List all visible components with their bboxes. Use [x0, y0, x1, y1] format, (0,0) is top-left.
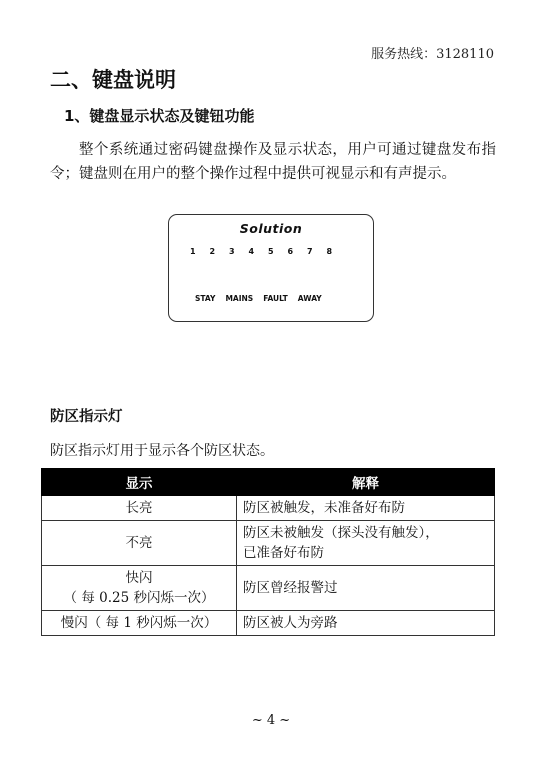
- section-title: 二、键盘说明: [50, 68, 176, 92]
- table-row: [42, 521, 495, 566]
- status-label-row: [195, 294, 322, 303]
- cell-line: 防区曾经报警过: [243, 580, 338, 596]
- table-row: [42, 566, 495, 611]
- table-cell-display: [42, 611, 237, 636]
- cell-line: （ 每 0.25 秒闪烁一次）: [63, 590, 215, 606]
- table-header-display: 显示: [42, 469, 237, 496]
- table-header-row: [42, 469, 495, 496]
- table-header-explanation: 解释: [237, 469, 495, 496]
- cell-line: 防区未被触发（探头没有触发），: [243, 525, 439, 541]
- table-cell-display: [42, 521, 237, 566]
- table-row: [42, 611, 495, 636]
- table-cell-explanation: [237, 566, 495, 611]
- table-cell-explanation: [237, 611, 495, 636]
- status-label-fault: FAULT: [263, 294, 288, 303]
- table-cell-explanation: [237, 521, 495, 566]
- table-cell-display: [42, 496, 237, 521]
- cell-line: 不亮: [125, 535, 153, 551]
- cell-line: 长亮: [125, 500, 153, 516]
- zone-section-title: 防区指示灯: [50, 409, 123, 425]
- cell-line: 快闪: [125, 570, 153, 586]
- intro-paragraph: 整个系统通过密码键盘操作及显示状态，用户可通过键盘发布指令；键盘则在用户的整个操作过程中提供可视显示和有声提示。: [50, 142, 496, 182]
- zone-indicator: 4: [248, 247, 255, 256]
- zone-indicator: 2: [209, 247, 216, 256]
- cell-line: 慢闪（ 每 1 秒闪烁一次）: [60, 615, 218, 631]
- zone-indicator: 3: [229, 247, 235, 256]
- cell-line: 已准备好布防: [243, 545, 324, 561]
- zone-indicator: 7: [307, 247, 313, 256]
- cell-line: 防区被人为旁路: [243, 615, 338, 631]
- zone-indicator: 5: [268, 247, 274, 256]
- hotline-header: 服务热线：3128110: [371, 47, 494, 62]
- status-label-mains: MAINS: [225, 294, 254, 303]
- subsection-title: 1、键盘显示状态及键钮功能: [64, 107, 255, 125]
- keypad-brand-logo: Solution: [239, 221, 303, 236]
- status-label-stay: STAY: [195, 294, 216, 303]
- keypad-illustration: [168, 214, 374, 322]
- table-cell-display: [42, 566, 237, 611]
- table-row: [42, 496, 495, 521]
- table-cell-explanation: [237, 496, 495, 521]
- zone-indicator: 6: [287, 247, 294, 256]
- zone-indicator: 1: [190, 247, 196, 256]
- zone-indicator-row: [190, 247, 346, 256]
- zone-section-intro: 防区指示灯用于显示各个防区状态。: [50, 443, 274, 459]
- zone-indicator: 8: [326, 247, 333, 256]
- page-number: ~ 4 ~: [251, 713, 291, 728]
- cell-line: 防区被触发，未准备好布防: [243, 500, 405, 516]
- status-label-away: AWAY: [297, 294, 322, 303]
- zone-status-table: [41, 468, 495, 636]
